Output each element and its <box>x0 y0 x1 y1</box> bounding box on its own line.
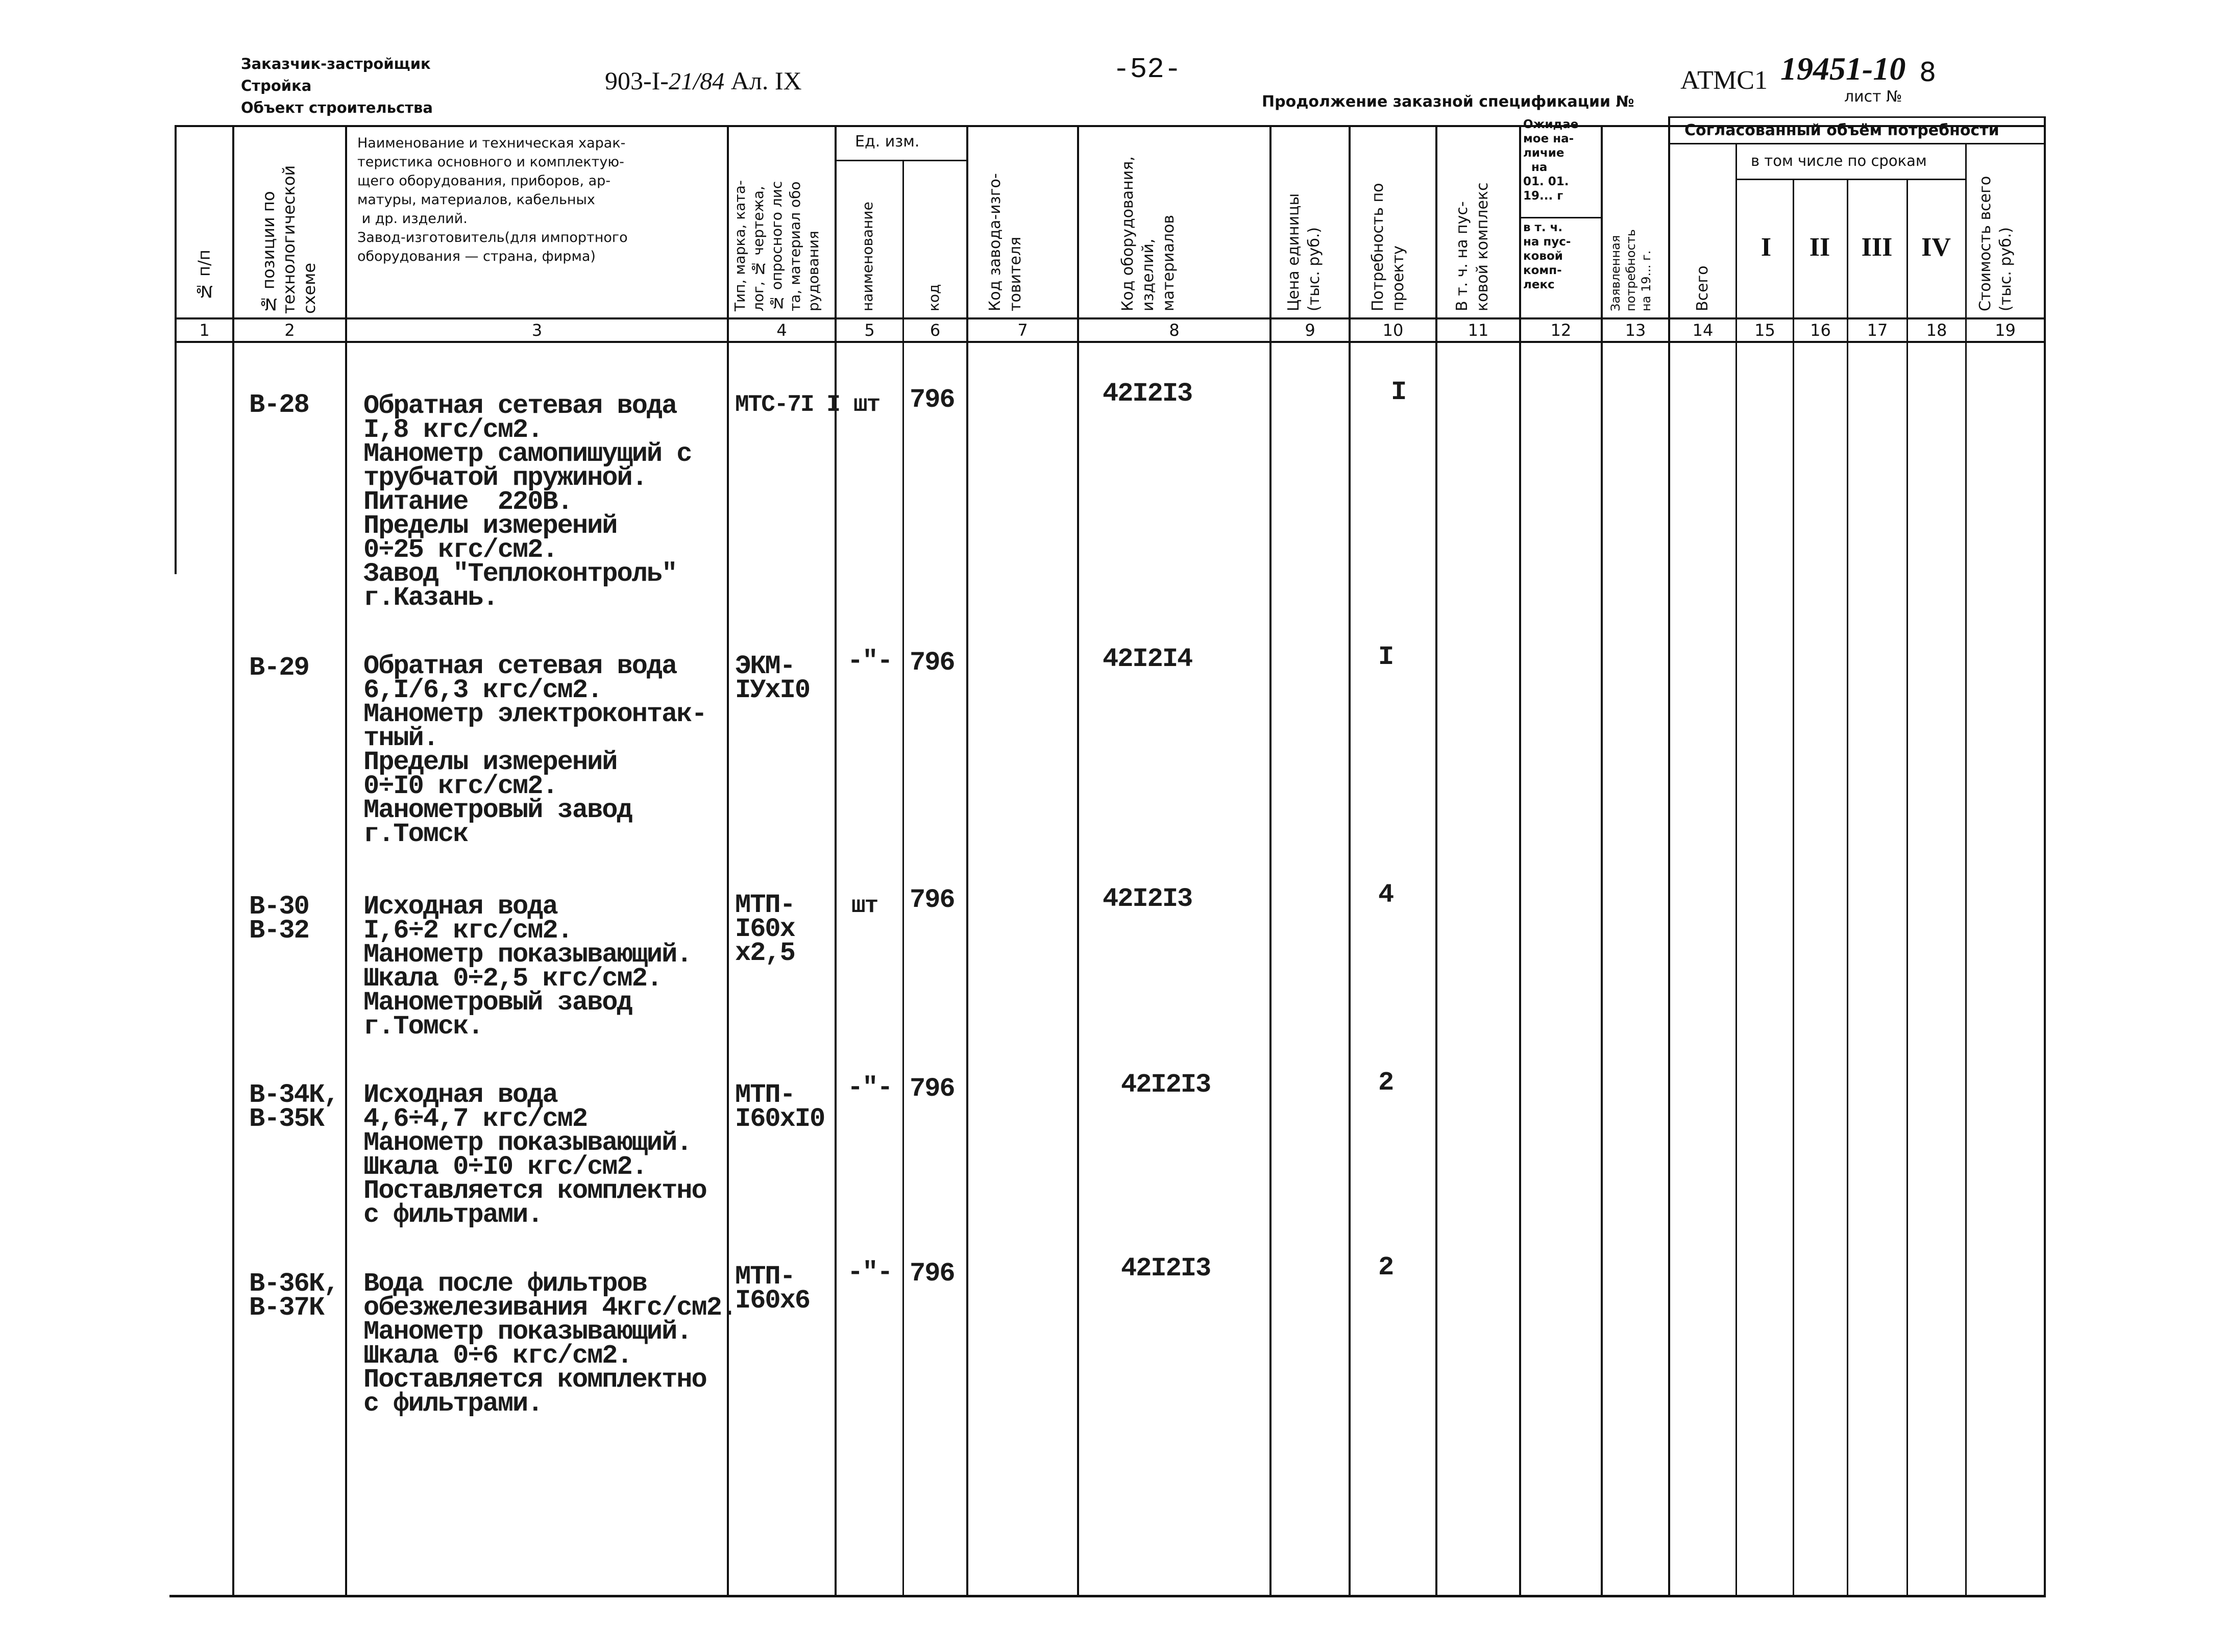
project-code-printed: 903-I- <box>605 66 669 95</box>
column-number: 14 <box>1692 320 1714 340</box>
column-number: 3 <box>531 320 543 340</box>
column-number: 11 <box>1468 320 1489 340</box>
header-row-number: № п/п <box>194 250 214 301</box>
header-expected-stock: Ожидае мое на- личие на 01. 01. 19... г <box>1523 118 1579 203</box>
customer-line: Объект строительства <box>241 99 433 116</box>
description-cell: Обратная сетевая вода I,8 кгс/см2. Манометр самопишущий с трубчатой пружиной. Питание 220В. Пределы измерений 0÷25 кгс/см2. Завод "Теплоконтроль" г.Казань. <box>363 391 692 613</box>
spec-code: АТМС1 <box>1680 66 1768 95</box>
equipment-code-cell: 42I2I4 <box>1103 644 1192 674</box>
project-code-handwritten: 21/84 <box>668 68 725 95</box>
column-number: 9 <box>1305 320 1315 340</box>
column-number: 18 <box>1926 320 1947 340</box>
header-project-need: Потребность по проекту <box>1369 183 1407 311</box>
sheet-label: лист № <box>1844 88 1902 106</box>
unit-code-cell: 796 <box>910 648 955 678</box>
column-number: 5 <box>864 320 875 340</box>
header-type: Тип, марка, ката- лог, № чертежа, № опросного лис та, материал обо рудования <box>731 180 822 311</box>
header-startup-complex: В т. ч. на пус- ковой комплекс <box>1453 182 1492 311</box>
description-cell: Вода после фильтров обезжелезивания 4кгс/см2. Манометр показывающий. Шкала 0÷6 кгс/см2. Поставляется комплектно с фильтрами. <box>363 1269 737 1419</box>
column-number: 12 <box>1550 320 1572 340</box>
quantity-cell: 4 <box>1378 880 1393 910</box>
header-period-4: IV <box>1921 233 1951 262</box>
customer-block <box>241 53 433 119</box>
header-description: Наименование и техническая харак- теристика основного и комплектую- щего оборудования, приборов, ар- матуры, материалов, кабельных и др. изделий. Завод-изготовитель(для импортного оборудования — страна, фирма) <box>357 135 628 264</box>
type-cell: ЭКМ- IУхI0 <box>735 651 810 705</box>
description-cell: Исходная вода 4,6÷4,7 кгс/см2 Манометр показывающий. Шкала 0÷I0 кгс/см2. Поставляется комплектно с фильтрами. <box>363 1080 706 1230</box>
header-declared-need: Заявленная потребность на 19... г. <box>1608 229 1653 311</box>
equipment-code-cell: 42I2I3 <box>1103 884 1192 914</box>
position-cell: В-30 В-32 <box>249 892 309 946</box>
unit-cell: шт <box>851 893 878 919</box>
header-period-group: в том числе по срокам <box>1751 152 1927 169</box>
position-cell: В-28 <box>249 390 309 420</box>
column-number: 7 <box>1017 320 1028 340</box>
position-cell: В-34К, В-35К <box>249 1080 339 1134</box>
quantity-cell: 2 <box>1378 1068 1393 1098</box>
continuation-label: Продолжение заказной спецификации № <box>1262 93 1634 111</box>
equipment-code-cell: 42I2I3 <box>1103 379 1192 409</box>
album-label: Ал. IX <box>730 66 802 95</box>
unit-cell: -"- <box>847 1073 892 1103</box>
unit-code-cell: 796 <box>910 1074 955 1104</box>
column-number: 17 <box>1867 320 1888 340</box>
header-unit-code: код <box>925 284 942 311</box>
description-cell: Исходная вода I,6÷2 кгс/см2. Манометр показывающий. Шкала 0÷2,5 кгс/см2. Манометровый завод г.Томск. <box>363 892 692 1042</box>
project-code <box>605 65 802 97</box>
position-cell: В-29 <box>249 653 309 683</box>
customer-line: Заказчик-застройщик <box>241 55 431 72</box>
description-cell: Обратная сетевая вода 6,I/6,3 кгс/см2. Манометр электроконтак- тный. Пределы измерений 0÷I0 кгс/см2. Манометровый завод г.Томск <box>363 651 706 849</box>
position-cell: В-36К, В-37К <box>249 1269 339 1323</box>
header-unit-name: наименование <box>859 202 876 311</box>
header-unit-price: Цена единицы (тыс. руб.) <box>1285 193 1323 311</box>
column-number: 1 <box>199 320 210 340</box>
unit-cell: -"- <box>847 1258 892 1288</box>
unit-cell: шт <box>853 391 880 418</box>
header-period-1: I <box>1761 233 1772 262</box>
page-number: -52- <box>1113 53 1182 86</box>
unit-code-cell: 796 <box>910 885 955 915</box>
type-cell: МТС-7I I <box>735 391 840 418</box>
unit-code-cell: 796 <box>910 1259 955 1289</box>
unit-cell: -"- <box>847 646 892 676</box>
column-number: 16 <box>1810 320 1831 340</box>
column-number: 15 <box>1754 320 1775 340</box>
header-unit-group: Ед. изм. <box>855 133 920 151</box>
quantity-cell: 2 <box>1378 1252 1393 1283</box>
header-total-cost: Стоимость всего (тыс. руб.) <box>1976 176 2015 311</box>
header-period-3: III <box>1861 233 1893 262</box>
header-period-2: II <box>1809 233 1830 262</box>
column-number: 6 <box>930 320 941 340</box>
type-cell: МТП- I60х х2,5 <box>735 890 795 968</box>
column-number: 4 <box>776 320 787 340</box>
equipment-code-cell: 42I2I3 <box>1121 1070 1211 1100</box>
customer-line: Стройка <box>241 77 312 94</box>
header-equipment-code: Код оборудования, изделий, материалов <box>1119 156 1178 311</box>
header-agreed-group: Согласованный объём потребности <box>1684 121 1999 139</box>
column-number: 10 <box>1382 320 1404 340</box>
column-number: 19 <box>1995 320 2016 340</box>
column-number: 2 <box>284 320 295 340</box>
quantity-cell: I <box>1391 377 1406 407</box>
quantity-cell: I <box>1378 642 1393 672</box>
header-manufacturer-code: Код завода-изго- товителя <box>986 173 1024 311</box>
column-number: 13 <box>1625 320 1646 340</box>
spec-handwritten: 19451-10 <box>1780 51 1906 87</box>
header-expected-startup: в т. ч. на пус- ковой комп- лекс <box>1523 221 1571 291</box>
header-position: № позиции по технологической схеме <box>259 165 319 314</box>
sheet-number: 8 <box>1919 57 1937 88</box>
equipment-code-cell: 42I2I3 <box>1121 1253 1211 1284</box>
header-total: Всего <box>1694 265 1711 311</box>
unit-code-cell: 796 <box>910 385 955 415</box>
type-cell: МТП- I60х6 <box>735 1262 810 1316</box>
type-cell: МТП- I60хI0 <box>735 1080 825 1134</box>
column-number: 8 <box>1169 320 1180 340</box>
